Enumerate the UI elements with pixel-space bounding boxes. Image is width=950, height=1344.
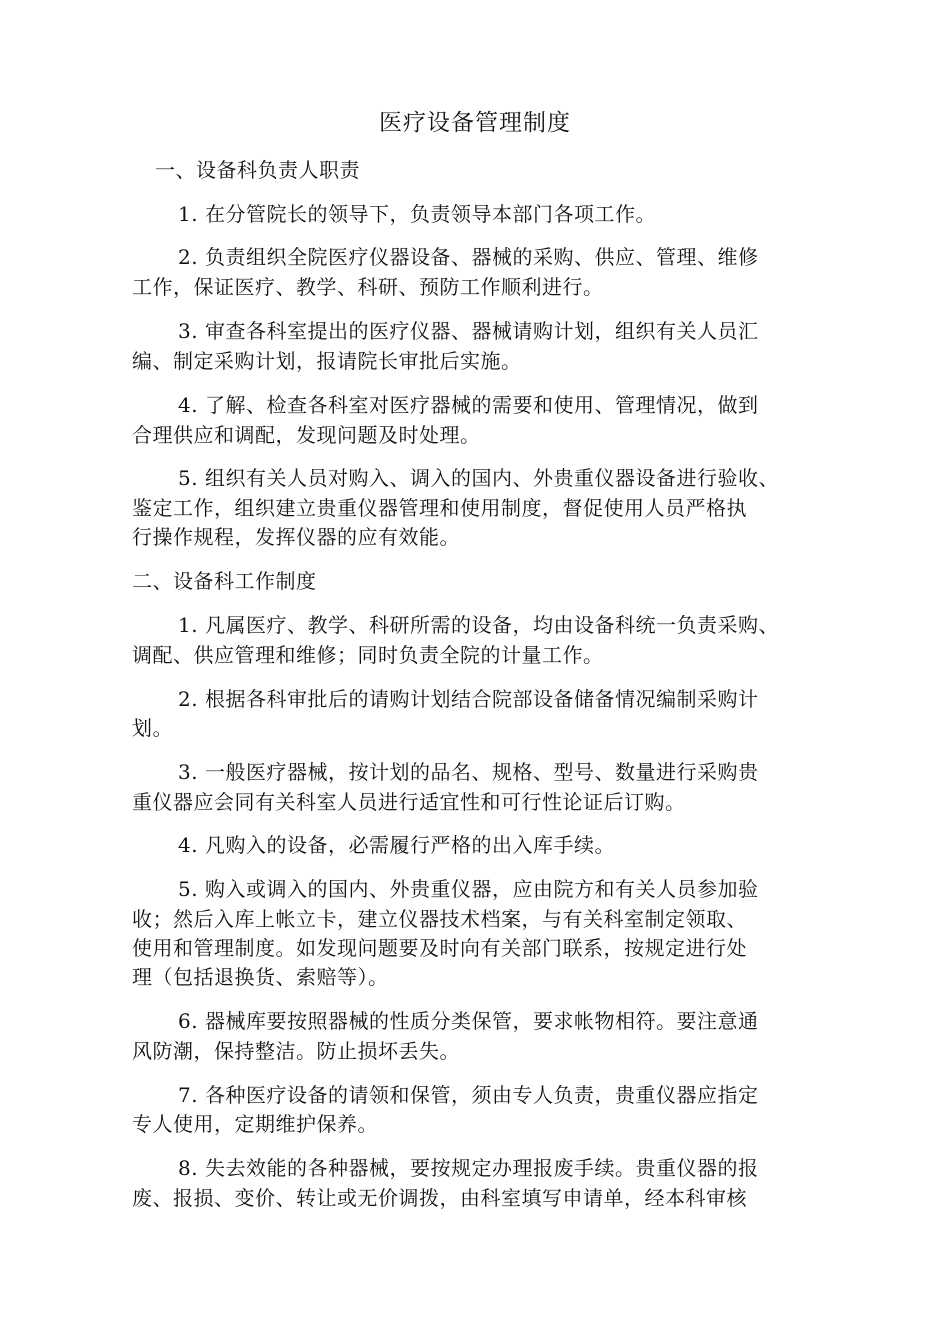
paragraph-line: 3. 审查各科室提出的医疗仪器、器械请购计划，组织有关人员汇: [178, 319, 759, 343]
paragraph-line: 3. 一般医疗器械，按计划的品名、规格、型号、数量进行采购贵: [178, 760, 759, 784]
paragraph-line: 收；然后入库上帐立卡，建立仪器技术档案，与有关科室制定领取、: [132, 907, 747, 931]
paragraph-line: 5. 购入或调入的国内、外贵重仪器，应由院方和有关人员参加验: [178, 877, 759, 901]
paragraph-line: 专人使用，定期维护保养。: [132, 1112, 378, 1136]
paragraph-line: 编、制定采购计划，报请院长审批后实施。: [132, 349, 522, 373]
paragraph-line: 1. 凡属医疗、教学、科研所需的设备，均由设备科统一负责采购、: [178, 613, 779, 637]
paragraph-line: 使用和管理制度。如发现问题要及时向有关部门联系，按规定进行处: [132, 936, 747, 960]
paragraph-line: 鉴定工作，组织建立贵重仪器管理和使用制度，督促使用人员严格执: [132, 496, 747, 520]
paragraph-line: 2. 根据各科审批后的请购计划结合院部设备储备情况编制采购计: [178, 687, 759, 711]
paragraph-line: 4. 了解、检查各科室对医疗器械的需要和使用、管理情况，做到: [178, 393, 759, 417]
section-heading: 二、设备科工作制度: [132, 569, 317, 593]
paragraph-line: 废、报损、变价、转让或无价调拨，由科室填写申请单，经本科审核: [132, 1186, 747, 1210]
paragraph-line: 行操作规程，发挥仪器的应有效能。: [132, 525, 460, 549]
paragraph-line: 理（包括退换货、索赔等）。: [132, 965, 389, 989]
paragraph-line: 1. 在分管院长的领导下，负责领导本部门各项工作。: [178, 202, 656, 226]
section-heading: 一、设备科负责人职责: [155, 158, 360, 182]
paragraph-line: 风防潮，保持整洁。防止损坏丢失。: [132, 1039, 460, 1063]
paragraph-line: 8. 失去效能的各种器械，要按规定办理报废手续。贵重仪器的报: [178, 1156, 759, 1180]
paragraph-line: 5. 组织有关人员对购入、调入的国内、外贵重仪器设备进行验收、: [178, 466, 779, 490]
paragraph-line: 重仪器应会同有关科室人员进行适宜性和可行性论证后订购。: [132, 790, 686, 814]
paragraph-line: 6. 器械库要按照器械的性质分类保管，要求帐物相符。要注意通: [178, 1009, 759, 1033]
document-title: 医疗设备管理制度: [379, 110, 571, 136]
paragraph-line: 4. 凡购入的设备，必需履行严格的出入库手续。: [178, 833, 615, 857]
paragraph-line: 调配、供应管理和维修；同时负责全院的计量工作。: [132, 643, 604, 667]
paragraph-line: 合理供应和调配，发现问题及时处理。: [132, 423, 481, 447]
paragraph-line: 工作，保证医疗、教学、科研、预防工作顺利进行。: [132, 275, 604, 299]
paragraph-line: 2. 负责组织全院医疗仪器设备、器械的采购、供应、管理、维修: [178, 245, 759, 269]
paragraph-line: 划。: [132, 716, 173, 740]
paragraph-line: 7. 各种医疗设备的请领和保管，须由专人负责，贵重仪器应指定: [178, 1083, 759, 1107]
